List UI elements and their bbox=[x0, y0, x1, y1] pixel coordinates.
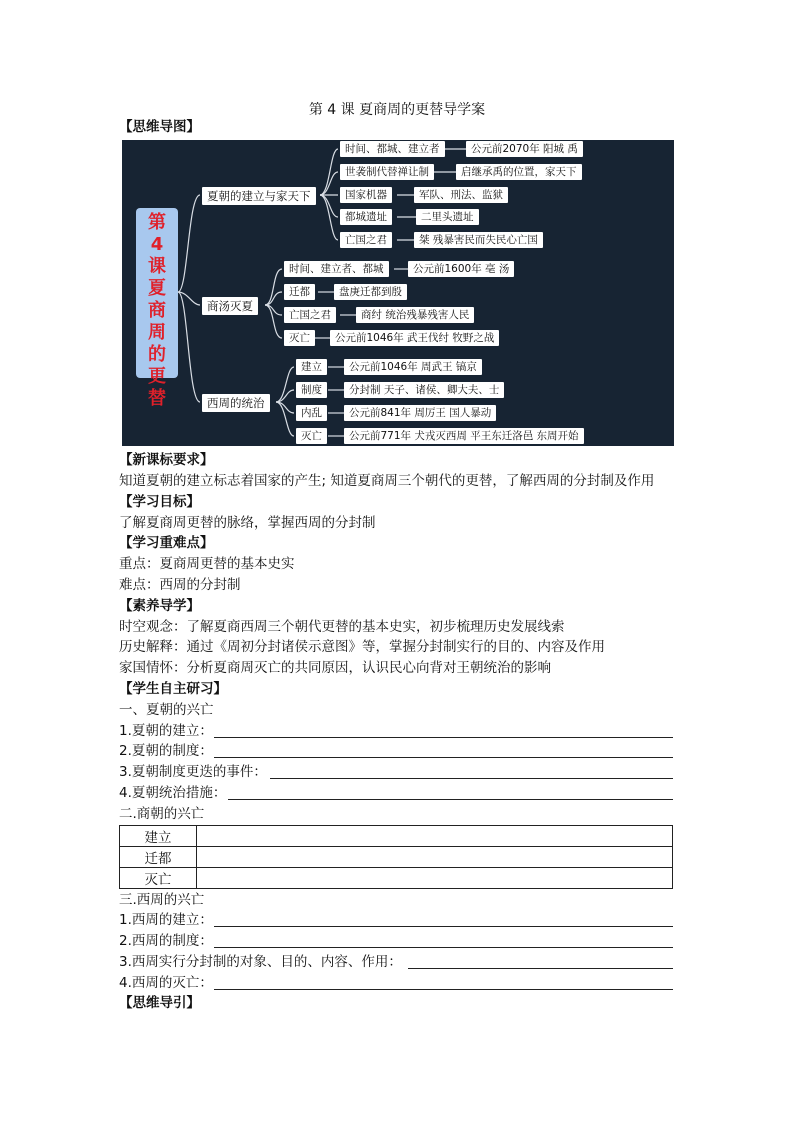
xia-item-label: 3.夏朝制度更迭的事件： bbox=[119, 764, 267, 780]
table-row bbox=[120, 868, 673, 889]
zhou-item-label: 4.西周的灭亡： bbox=[119, 975, 213, 991]
shang-row-label: 迁都 bbox=[120, 847, 197, 868]
curriculum-heading: 【新课标要求】 bbox=[119, 452, 214, 468]
answer-blank[interactable] bbox=[214, 989, 673, 990]
keypoints-key: 重点：夏商周更替的基本史实 bbox=[119, 556, 295, 572]
answer-blank[interactable] bbox=[214, 947, 673, 948]
xia-item-label: 2.夏朝的制度： bbox=[119, 743, 213, 759]
shang-row-label: 建立 bbox=[120, 826, 197, 847]
mindmap-value: 公元前1600年 亳 汤 bbox=[408, 261, 514, 277]
zhou-heading: 三.西周的兴亡 bbox=[119, 892, 205, 908]
zhou-item-label: 3.西周实行分封制的对象、目的、内容、作用： bbox=[119, 954, 402, 970]
mindmap-key: 都城遗址 bbox=[340, 209, 392, 225]
branch-zhou: 西周的统治 bbox=[202, 394, 270, 412]
keypoints-heading: 【学习重难点】 bbox=[119, 535, 214, 551]
curriculum-text: 知道夏朝的建立标志着国家的产生; 知道夏商周三个朝代的更替，了解西周的分封制及作用 bbox=[119, 473, 655, 489]
goals-text: 了解夏商周更替的脉络，掌握西周的分封制 bbox=[119, 515, 376, 531]
mindmap-value: 公元前2070年 阳城 禹 bbox=[466, 141, 583, 157]
literacy-item: 家国情怀：分析夏商周灭亡的共同原因，认识民心向背对王朝统治的影响 bbox=[119, 660, 551, 676]
shang-answer-cell[interactable] bbox=[197, 826, 673, 847]
shang-answer-cell[interactable] bbox=[197, 868, 673, 889]
xia-item-label: 4.夏朝统治措施： bbox=[119, 785, 227, 801]
answer-blank[interactable] bbox=[270, 778, 673, 779]
mindmap-key: 亡国之君 bbox=[340, 232, 392, 248]
zhou-item-label: 1.西周的建立： bbox=[119, 912, 213, 928]
answer-blank[interactable] bbox=[214, 926, 673, 927]
mindmap-value: 二里头遗址 bbox=[416, 209, 479, 225]
mindmap-key: 内乱 bbox=[296, 405, 327, 421]
mindmap-value: 公元前841年 周厉王 国人暴动 bbox=[344, 405, 496, 421]
mindmap-value: 公元前1046年 武王伐纣 牧野之战 bbox=[330, 330, 499, 346]
answer-blank[interactable] bbox=[214, 737, 673, 738]
mindmap-key: 时间、建立者、都城 bbox=[284, 261, 389, 277]
mindmap-key: 灭亡 bbox=[296, 428, 327, 444]
mindmap-heading: 【思维导图】 bbox=[119, 119, 200, 135]
literacy-item: 时空观念：了解夏商西周三个朝代更替的基本史实，初步梳理历史发展线索 bbox=[119, 619, 565, 635]
answer-blank[interactable] bbox=[228, 799, 673, 800]
xia-item-label: 1.夏朝的建立： bbox=[119, 723, 213, 739]
mindmap-center-node: 第 4 课 夏 商 周 的 更 替 bbox=[136, 208, 178, 378]
selfstudy-heading: 【学生自主研习】 bbox=[119, 681, 227, 697]
shang-row-label: 灭亡 bbox=[120, 868, 197, 889]
literacy-heading: 【素养导学】 bbox=[119, 598, 200, 614]
mindmap-value: 军队、刑法、监狱 bbox=[414, 187, 508, 203]
guide-heading: 【思维导引】 bbox=[119, 995, 200, 1011]
table-row bbox=[120, 826, 673, 847]
mindmap-value: 商纣 统治残暴残害人民 bbox=[356, 307, 474, 323]
table-row bbox=[120, 847, 673, 868]
zhou-item-label: 2.西周的制度： bbox=[119, 933, 213, 949]
mindmap-value: 公元前1046年 周武王 镐京 bbox=[344, 359, 482, 375]
page-title: 第 4 课 夏商周的更替导学案 bbox=[308, 102, 486, 118]
mindmap-key: 制度 bbox=[296, 382, 327, 398]
mindmap-image bbox=[122, 140, 674, 446]
shang-answer-cell[interactable] bbox=[197, 847, 673, 868]
shang-heading: 二.商朝的兴亡 bbox=[119, 806, 205, 822]
mindmap-key: 亡国之君 bbox=[284, 307, 336, 323]
answer-blank[interactable] bbox=[408, 968, 673, 969]
mindmap-key: 迁都 bbox=[284, 284, 315, 300]
mindmap-value: 盘庚迁都到殷 bbox=[334, 284, 407, 300]
mindmap-value: 桀 残暴害民而失民心亡国 bbox=[414, 232, 543, 248]
keypoints-difficult: 难点：西周的分封制 bbox=[119, 577, 241, 593]
shang-table bbox=[119, 825, 673, 889]
mindmap-key: 灭亡 bbox=[284, 330, 315, 346]
goals-heading: 【学习目标】 bbox=[119, 494, 200, 510]
mindmap-value: 启继承禹的位置，家天下 bbox=[456, 164, 582, 180]
mindmap-key: 国家机器 bbox=[340, 187, 392, 203]
branch-xia: 夏朝的建立与家天下 bbox=[202, 187, 316, 205]
mindmap-key: 建立 bbox=[296, 359, 327, 375]
mindmap-key: 世袭制代替禅让制 bbox=[340, 164, 434, 180]
mindmap-value: 公元前771年 犬戎灭西周 平王东迁洛邑 东周开始 bbox=[344, 428, 584, 444]
branch-shang: 商汤灭夏 bbox=[202, 297, 258, 315]
xia-heading: 一、夏朝的兴亡 bbox=[119, 702, 214, 718]
mindmap-value: 分封制 天子、诸侯、卿大夫、士 bbox=[344, 382, 504, 398]
answer-blank[interactable] bbox=[214, 757, 673, 758]
mindmap-key: 时间、都城、建立者 bbox=[340, 141, 445, 157]
literacy-item: 历史解释：通过《周初分封诸侯示意图》等，掌握分封制实行的目的、内容及作用 bbox=[119, 639, 605, 655]
